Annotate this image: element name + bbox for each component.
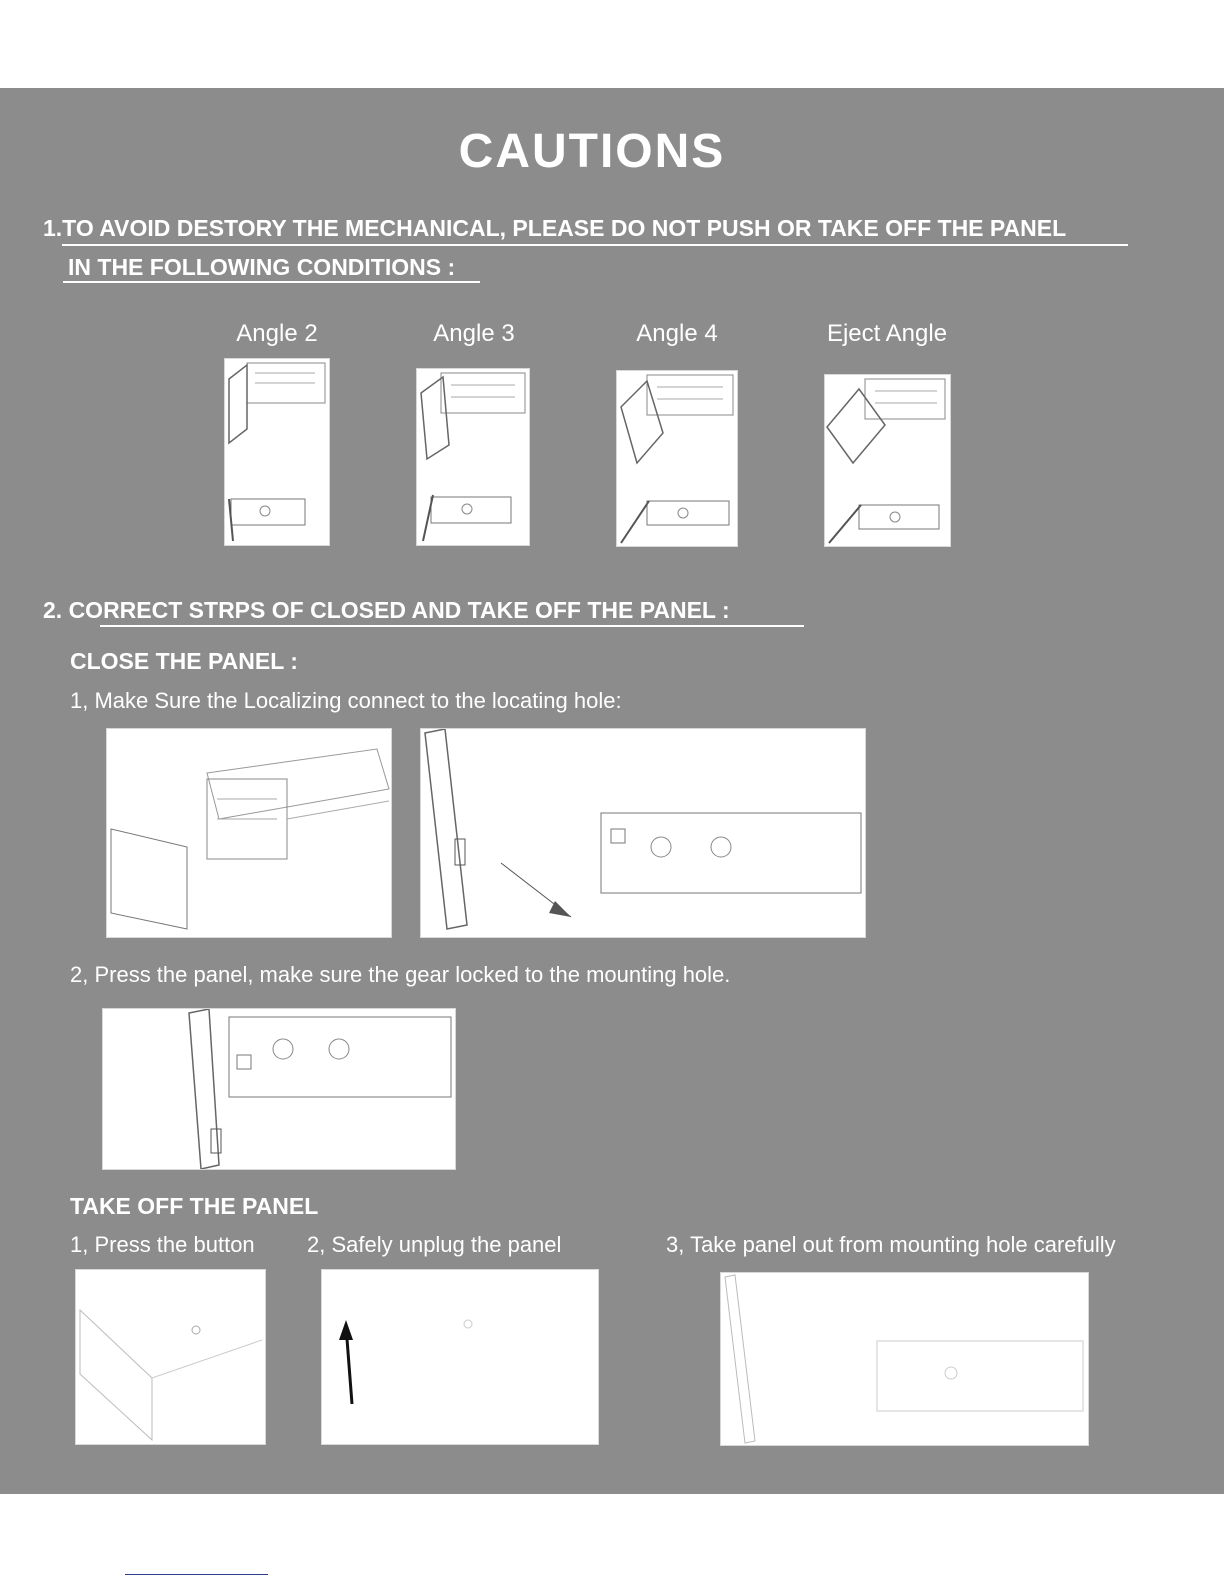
angle-3-image (416, 368, 530, 546)
close-step-1-image-a (106, 728, 392, 938)
angle-label-2: Angle 2 (236, 320, 318, 347)
takeoff-step-2-image (321, 1269, 599, 1445)
section1-underline-1 (62, 244, 1128, 246)
angle-4-image (616, 370, 738, 547)
close-step-2: 2, Press the panel, make sure the gear locked to the mounting hole. (70, 962, 731, 987)
angle-label-4: Angle 4 (636, 320, 718, 347)
close-step-1-image-b (420, 728, 866, 938)
takeoff-step-3: 3, Take panel out from mounting hole carefully (666, 1232, 1116, 1257)
close-panel-heading: CLOSE THE PANEL : (70, 648, 298, 674)
footer-rule (125, 1574, 268, 1575)
takeoff-step-1: 1, Press the button (70, 1232, 255, 1257)
close-step-1: 1, Make Sure the Localizing connect to the locating hole: (70, 688, 622, 713)
section2-underline (100, 625, 804, 627)
angle-2-image (224, 358, 330, 546)
takeoff-panel-heading: TAKE OFF THE PANEL (70, 1193, 319, 1219)
eject-angle-image (824, 374, 951, 547)
section1-heading-line2: IN THE FOLLOWING CONDITIONS : (68, 254, 456, 280)
takeoff-step-3-image (720, 1272, 1089, 1446)
section1-heading-line1: 1.TO AVOID DESTORY THE MECHANICAL, PLEASE DO NOT PUSH OR TAKE OFF THE PANEL (43, 215, 1067, 241)
takeoff-step-2: 2, Safely unplug the panel (307, 1232, 562, 1257)
cautions-sheet (0, 88, 1224, 1494)
takeoff-step-1-image (75, 1269, 266, 1445)
section1-underline-2 (63, 281, 480, 283)
page-title: CAUTIONS (458, 125, 726, 178)
angle-label-eject: Eject Angle (826, 320, 948, 347)
close-step-2-image (102, 1008, 456, 1170)
angle-label-3: Angle 3 (433, 320, 515, 347)
section2-heading: 2. CORRECT STRPS OF CLOSED AND TAKE OFF THE PANEL : (43, 597, 730, 623)
